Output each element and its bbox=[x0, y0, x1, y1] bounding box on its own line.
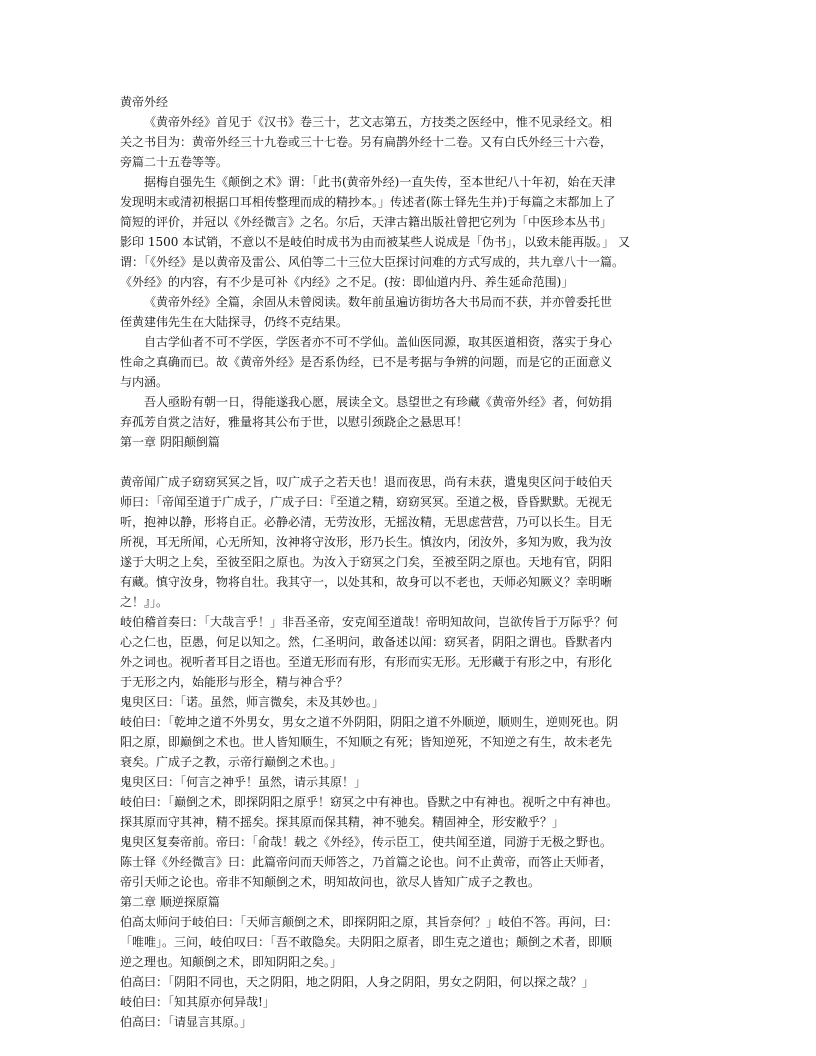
text-line: 岐伯曰：「巅倒之术，即探阴阳之原乎！窈冥之中有神也。昏默之中有神也。视听之中有神也。 bbox=[120, 795, 619, 809]
paragraph bbox=[120, 292, 698, 332]
text-line: 外之词也。视听者耳目之语也。至道无形而有形，有形而实无形。无形藏于有形之中，有形化 bbox=[120, 655, 613, 669]
paragraph bbox=[120, 332, 698, 392]
text-line: 岐伯稽首奏曰：「大哉言乎！」非吾圣帝，安克闻至道哉！帝明知故问，岂欲传旨于万际乎？何 bbox=[120, 615, 619, 629]
text-line: 《黄帝外经》全篇，余固从未曾阅读。数年前虽遍访街坊各大书局而不获，并亦曾委托世 bbox=[144, 295, 613, 309]
text-line: 遂于大明之上矣，至彼至阳之原也。为汝入于窈冥之门矣，至被至阴之原也。天地有官，阴阳 bbox=[120, 555, 613, 569]
text-line: 岐伯曰：「知其原亦何异哉!」 bbox=[120, 995, 275, 1009]
chapter-2-body bbox=[120, 912, 698, 1032]
text-line: 帝引天师之论也。帝非不知颠倒之术，明知故问也，欲尽人皆知广成子之教也。 bbox=[120, 875, 541, 889]
chapter-1-heading: 第一章 阴阳颠倒篇 bbox=[120, 435, 220, 449]
text-line: 鬼臾区曰：「何言之神乎！虽然，请示其原！」 bbox=[120, 775, 367, 789]
text-line: 于无形之内，始能形与形全，精与神合乎？ bbox=[120, 675, 349, 689]
document-page bbox=[120, 92, 698, 1032]
text-line: 岐伯曰：「乾坤之道不外男女，男女之道不外阴阳，阴阳之道不外顺逆，顺则生，逆则死也。阴 bbox=[120, 715, 619, 729]
text-line: 自古学仙者不可不学医，学医者亦不可不学仙。盖仙医同源，取其医道相资，落实于身心 bbox=[144, 335, 613, 349]
paragraph bbox=[120, 112, 698, 172]
text-line: 伯高太师问于岐伯曰：「天师言颠倒之术，即探阴阳之原，其旨奈何？」岐伯不答。再问，曰： bbox=[120, 915, 619, 929]
text-line: 鬼臾区曰：「诺。虽然，师言微矣，未及其妙也。」 bbox=[120, 695, 385, 709]
text-line: 陈士铎《外经微言》曰：此篇帝问而天师答之，乃首篇之论也。问不止黄帝，而答止天师者， bbox=[120, 855, 613, 869]
paragraph bbox=[120, 692, 698, 712]
text-line: 与内涵。 bbox=[120, 375, 169, 389]
document-title: 黄帝外经 bbox=[120, 95, 169, 109]
text-line: 影印 1500 本试销，不意以不是岐伯时成书为由而被某些人说成是「伪书」，以致未能再版。」 又 bbox=[120, 235, 630, 249]
text-line: 衰矣。广成子之教，示帝行巅倒之术也。」 bbox=[120, 755, 343, 769]
text-line: 心之仁也，臣愚，何足以知之。然，仁圣明问，敢备述以闻：窈冥者，阴阳之谓也。昏默者内 bbox=[120, 635, 613, 649]
text-line: 阳之原，即巅倒之术也。世人皆知顺生，不知顺之有死；皆知逆死，不知逆之有生，故未老先 bbox=[120, 735, 613, 749]
text-line: 探其原而守其神，精不摇矣。探其原而保其精，神不驰矣。精固神全，形安敝乎？」 bbox=[120, 815, 565, 829]
text-line: 「唯唯」。三问，岐伯叹曰：「吾不敢隐矣。夫阴阳之原者，即生克之道也；颠倒之术者，即顺 bbox=[120, 935, 613, 949]
paragraph bbox=[120, 172, 698, 292]
blank-line bbox=[120, 452, 698, 472]
paragraph bbox=[120, 972, 698, 992]
text-line: 所视，耳无所闻，心无所知，汝神将守汝形，形乃长生。慎汝内，闭汝外，多知为败，我为汝 bbox=[120, 535, 613, 549]
paragraph bbox=[120, 832, 698, 852]
text-line: 旁篇二十五卷等等。 bbox=[120, 155, 229, 169]
chapter-2-heading: 第二章 顺逆探原篇 bbox=[120, 895, 220, 909]
paragraph bbox=[120, 392, 698, 432]
text-line: 师曰：「帝闻至道于广成子，广成子曰：『至道之精，窈窈冥冥。至道之极，昏昏默默。无视无 bbox=[120, 495, 613, 509]
text-line: 有藏。慎守汝身，物将自壮。我其守一，以处其和，故身可以不老也，天师必知厥义？幸明晰 bbox=[120, 575, 613, 589]
text-line: 之！』」。 bbox=[120, 595, 169, 609]
text-line: 弃孤芳自赏之洁好，雅量将其公布于世，以慰引颈跷企之悬思耳！ bbox=[120, 415, 469, 429]
paragraph bbox=[120, 772, 698, 792]
paragraph bbox=[120, 992, 698, 1012]
text-line: 吾人亟盼有朝一日，得能遂我心愿，展读全文。恳望世之有珍藏《黄帝外经》者，何妨捐 bbox=[144, 395, 613, 409]
text-line: 发现明末或清初根据口耳相传整理而成的精抄本。」传述者(陈士铎先生并)于每篇之末都加上了 bbox=[120, 195, 616, 209]
text-line: 简短的评价，并冠以《外经微言》之名。尔后，天津古籍出版社曾把它列为「中医珍本丛书」 bbox=[120, 215, 613, 229]
paragraph bbox=[120, 852, 698, 892]
paragraph bbox=[120, 1012, 698, 1032]
text-line: 性命之真确而已。故《黄帝外经》是否系伪经，已不是考据与争辨的问题，而是它的正面意义 bbox=[120, 355, 613, 369]
preface-section bbox=[120, 112, 698, 432]
paragraph bbox=[120, 912, 698, 972]
text-line: 据梅自强先生《颠倒之术》谓：「此书(黄帝外经)一直失传，至本世纪八十年初，始在天津 bbox=[144, 175, 616, 189]
paragraph bbox=[120, 792, 698, 832]
text-line: 侄黄建伟先生在大陆探寻，仍终不克结果。 bbox=[120, 315, 349, 329]
text-line: 鬼臾区复奏帝前。帝曰：「俞哉！载之《外经》，传示臣工，使共闻至道，同游于无极之野也。 bbox=[120, 835, 613, 849]
text-line: 关之书目为：黄帝外经三十九卷或三十七卷。另有扁鹊外经十二卷。又有白氏外经三十六卷， bbox=[120, 135, 613, 149]
text-line: 谓：「《外经》是以黄帝及雷公、风伯等二十三位大臣探讨问难的方式写成的，共九章八十一篇。 bbox=[120, 255, 625, 269]
text-line: 听，抱神以静，形将自正。必静必清，无劳汝形，无摇汝精，无思虑营营，乃可以长生。目无 bbox=[120, 515, 613, 529]
text-line: 《黄帝外经》首见于《汉书》卷三十，艺文志第五，方技类之医经中，惟不见录经文。相 bbox=[144, 115, 613, 129]
paragraph bbox=[120, 712, 698, 772]
text-line: 《外经》的内容，有不少是可补《内经》之不足。(按：即仙道内丹、养生延命范围)」 bbox=[120, 275, 574, 289]
text-line: 逆之理也。知颠倒之术，即知阴阳之矣。」 bbox=[120, 955, 343, 969]
text-line: 伯高曰：「阴阳不同也，天之阴阳，地之阴阳，人身之阴阳，男女之阴阳，何以探之哉？」 bbox=[120, 975, 595, 989]
chapter-1-body bbox=[120, 472, 698, 892]
text-line: 黄帝闻广成子窈窈冥冥之旨，叹广成子之若天也！退而夜思，尚有未获，遣鬼臾区问于岐伯天 bbox=[120, 475, 613, 489]
text-line: 伯高曰：「请显言其原。」 bbox=[120, 1015, 253, 1029]
paragraph bbox=[120, 612, 698, 692]
paragraph bbox=[120, 472, 698, 612]
